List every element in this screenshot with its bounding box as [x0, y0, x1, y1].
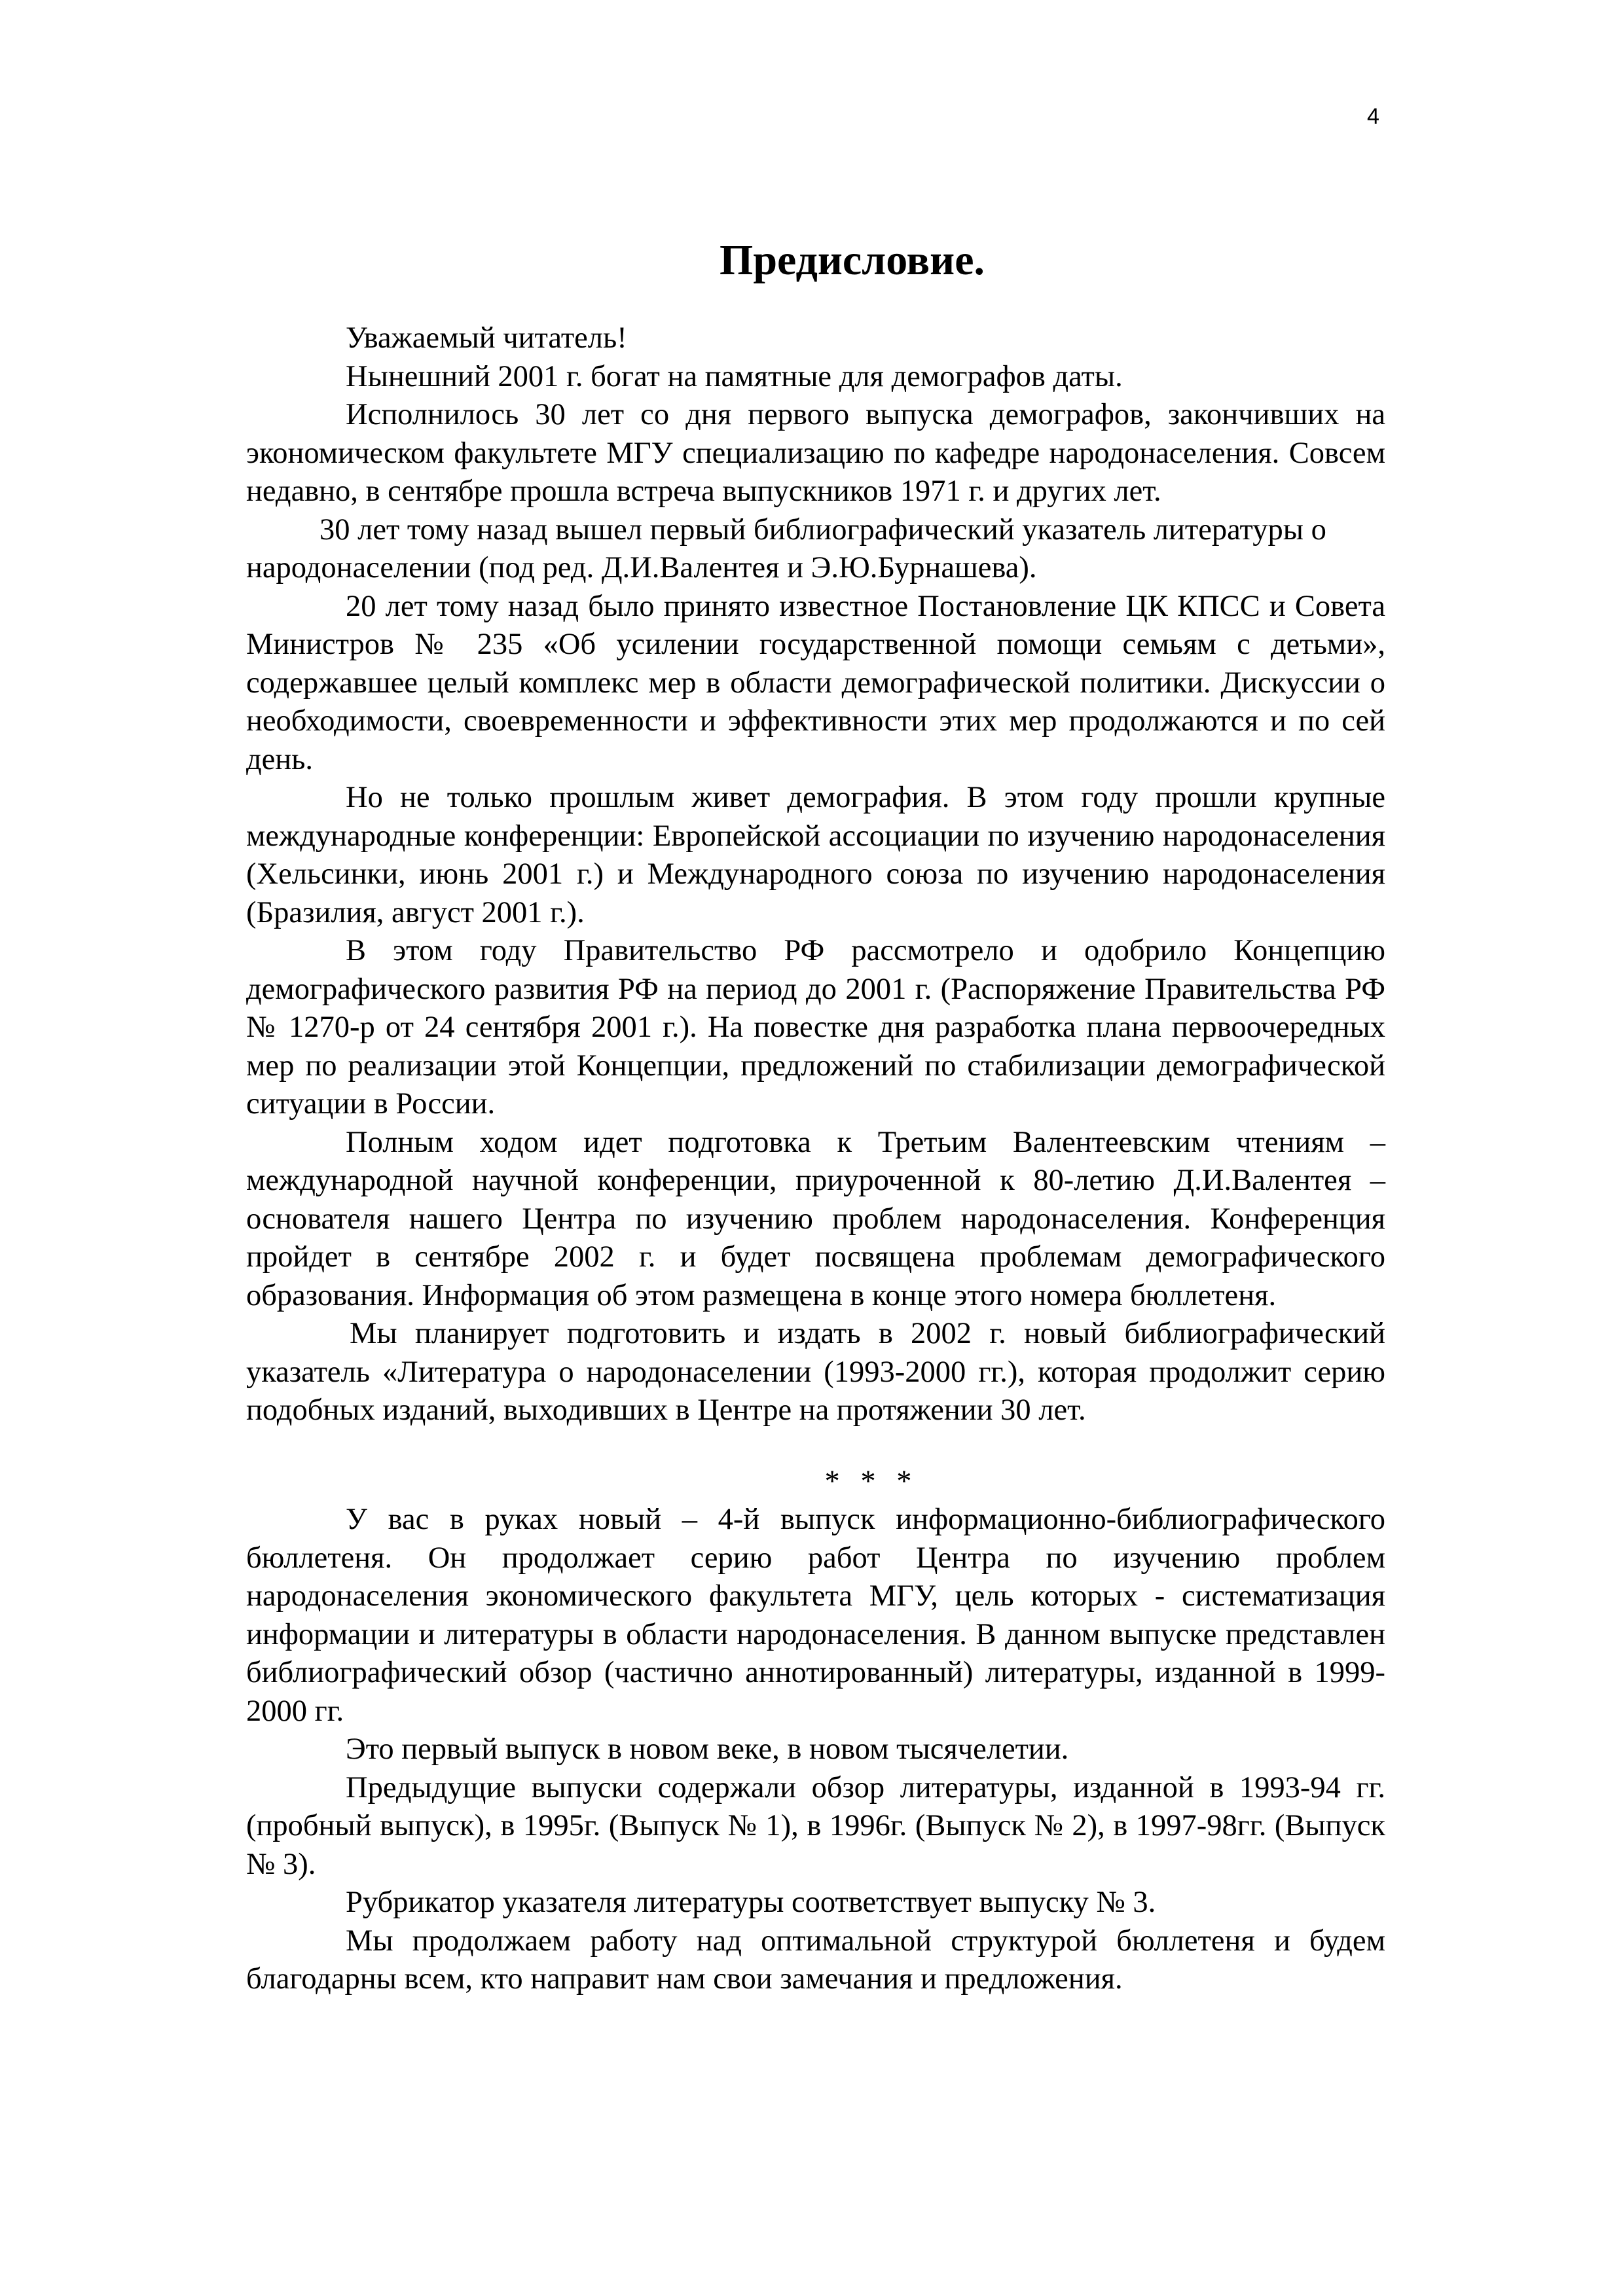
document-body	[246, 319, 1385, 1999]
paragraph-resolution: 20 лет тому назад было принято известное Постановление ЦК КПСС и Совета Министров № 235 «Об усилении государственной помощи семьям с детьми», содержавшее целый комплекс мер в области демографической политики. Дискуссии о необходимости, своевременности и эффективности этих мер продолжаются и по сей день.	[246, 589, 1385, 776]
paragraph-intro: Нынешний 2001 г. богат на памятные для демографов даты.	[346, 359, 1123, 393]
page-number: 4	[1367, 104, 1379, 129]
paragraph-readings: Полным ходом идет подготовка к Третьим Валентеевским чтениям – международной научной конференции, приуроченной к 80-летию Д.И.Валентея – основателя нашего Центра по изучению проблем народонаселения. Конференция пройдет в сентябре 2002 г. и будет посвящена проблемам демографического образования. Информация об этом размещена в конце этого номера бюллетеня.	[246, 1125, 1385, 1312]
paragraph-rubricator: Рубрикатор указателя литературы соответствует выпуску № 3.	[346, 1886, 1156, 1919]
page-title: Предисловие.	[719, 236, 985, 284]
paragraph-new-index: Мы планирует подготовить и издать в 2002 г. новый библиографический указатель «Литература о народонаселении (1993-2000 гг.), которая продолжит серию подобных изданий, выходивших в Центре на протяжении 30 лет.	[246, 1317, 1385, 1427]
paragraph-greeting: Уважаемый читатель!	[346, 321, 627, 355]
paragraph-conferences: Но не только прошлым живет демография. В этом году прошли крупные международные конференции: Европейской ассоциации по изучению народонаселения (Хельсинки, июнь 2001 г.) и Международного союза по изучению народонаселения (Бразилия, август 2001 г.).	[246, 781, 1385, 929]
paragraph-bibliography: 30 лет тому назад вышел первый библиографический указатель литературы о народонаселении (под ред. Д.И.Валентея и Э.Ю.Бурнашева).	[246, 512, 1326, 584]
section-separator: * * *	[824, 1464, 919, 1498]
paragraph-bulletin: У вас в руках новый – 4-й выпуск информационно-библиографического бюллетеня. Он продолжает серию работ Центра по изучению проблем народонаселения экономического факультета МГУ, цель которых - систематизация информации и литературы в области народонаселения. В данном выпуске представлен библиографический обзор (частично аннотированный) литературы, изданной в 1999-2000 гг.	[246, 1503, 1385, 1728]
paragraph-graduates: Исполнилось 30 лет со дня первого выпуска демографов, закончивших на экономическом факультете МГУ специализацию по кафедре народонаселения. Совсем недавно, в сентябре прошла встреча выпускников 1971 г. и других лет.	[246, 398, 1385, 508]
paragraph-previous-issues: Предыдущие выпуски содержали обзор литературы, изданной в 1993-94 гг. (пробный выпуск), в 1995г. (Выпуск № 1), в 1996г. (Выпуск № 2), в 1997-98гг. (Выпуск № 3).	[246, 1770, 1385, 1881]
paragraph-first-issue: Это первый выпуск в новом веке, в новом тысячелетии.	[346, 1732, 1069, 1766]
paragraph-concept: В этом году Правительство РФ рассмотрело и одобрило Концепцию демографического развития РФ на период до 2001 г. (Распоряжение Правительства РФ № 1270-р от 24 сентября 2001 г.). На повестке дня разработка плана первоочередных мер по реализации этой Концепции, предложений по стабилизации демографической ситуации в России.	[246, 934, 1385, 1121]
paragraph-feedback: Мы продолжаем работу над оптимальной структурой бюллетеня и будем благодарны всем, кто направит нам свои замечания и предложения.	[246, 1924, 1385, 1996]
